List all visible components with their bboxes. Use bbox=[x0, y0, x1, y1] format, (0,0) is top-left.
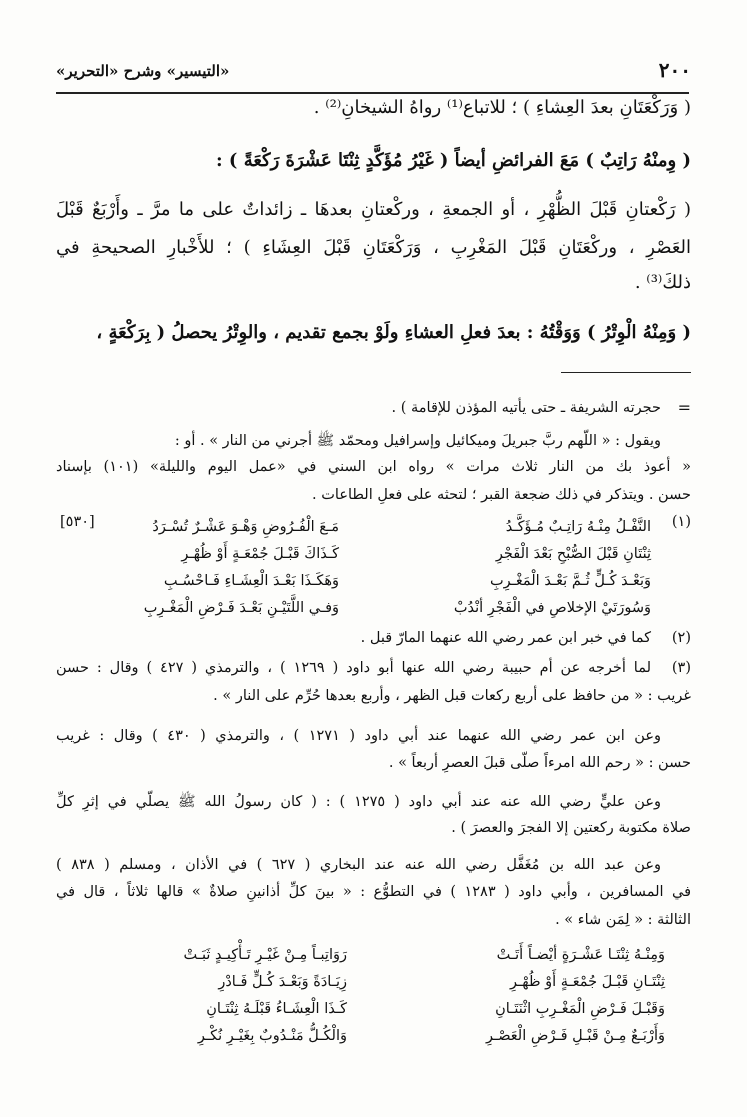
main-line-5: ذلكَ⁽³⁾ . bbox=[634, 272, 691, 293]
footnote-3-line-9: الثالثة : « لِمَن شاء » . bbox=[555, 912, 691, 928]
running-title: «التيسير» وشرح «التحرير» bbox=[56, 62, 230, 80]
poem-2-hemistich: وَمِنْـهُ ثِنْتَـا عَشْـرَةٍ أيْضـاً أَتَـتْ bbox=[496, 947, 665, 963]
footnote-3-line-8: في المسافرين ، وأبي داود ( ١٢٨٣ ) في التطوُّع : « بينَ كلِّ أذانينِ صلاةٌ » قالها ثلاثاً ، قال في bbox=[56, 884, 692, 900]
footnote-cont-line-1: حجرته الشريفة ـ حتى يأتيه المؤذن للإقامة ) . bbox=[391, 400, 661, 416]
poem-2-right-col bbox=[395, 942, 665, 1050]
header-rule bbox=[56, 92, 689, 94]
footnote-1-reference: [٥٣٠] bbox=[60, 514, 95, 530]
footnote-3-line-5: وعن عليٍّ رضي الله عنه عند أبي داود ( ١٢٧٥ ) : ( كان رسولُ الله ﷺ يصلّي في إثرِ كلِّ bbox=[56, 794, 662, 810]
footnote-3-line-1: لما أخرجه عن أم حبيبة رضي الله عنها أبو داود ( ١٢٦٩ ) ، والترمذي ( ٤٢٧ ) وقال : حسن bbox=[56, 660, 651, 676]
footnote-3-line-6: صلاة مكتوبة ركعتين إلا الفجرَ والعصرَ ) . bbox=[451, 820, 691, 836]
main-line-4: العَصْرِ ، وركْعَتَانِ قَبْلَ المَغْرِبِ ، وَرَكْعَتَانِ قَبْلَ العِشَاءِ ) ؛ للأَخْبارِ الصحيحةِ في bbox=[56, 237, 691, 258]
footnote-separator bbox=[561, 372, 691, 373]
main-line-6: ( وَمِنْهُ الْوِتْرُ ) وَوَقْتُهُ : بعدَ فعلِ العشاءِ ولَوْ بجمع تقديم ، والوِتْرُ يحصلُ ( بِرَكْعَةٍ ، bbox=[96, 322, 691, 343]
poem-1-left-col bbox=[79, 514, 339, 622]
poem-1-hemistich: مَـعَ الْفُـرُوضِ وَهْـوَ عَشْـرٌ تُسْـرَدُ bbox=[152, 519, 339, 535]
main-line-3: ( رَكْعتانِ قَبْلَ الظُّهْرِ ، أو الجمعةِ ، وركْعتانِ بعدهَا ـ زائداتٌ على ما مرَّ ـ وأَرْبَعٌ قَبْلَ bbox=[56, 199, 691, 220]
page-number: ٢٠٠ bbox=[658, 58, 691, 82]
footnote-cont-line-4: حسن . ويتذكر في ذلك ضجعة القبر ؛ لتحثه على فعلِ الطاعات . bbox=[312, 487, 691, 503]
footnote-2-number: (٢) bbox=[671, 630, 691, 646]
main-line-1: ( وَرَكْعَتَانِ بعدَ العِشاءِ ) ؛ للاتباع⁽¹⁾ رواهُ الشيخانِ⁽²⁾ . bbox=[313, 97, 691, 118]
poem-1-hemistich: وَبَعْـدَ كُـلٍّ ثُـمَّ بَعْـدَ الْمَغْـرِبِ bbox=[489, 573, 651, 589]
poem-2-hemistich: وَقَبْـلَ فَـرْضِ الْمَغْـرِبِ اثْنَتَـانِ bbox=[495, 1001, 665, 1017]
footnote-3-line-4: حسن : « رحم الله امرءاً صلّى قبلَ العصرِ أربعاً » . bbox=[388, 755, 691, 771]
poem-1-right-col bbox=[361, 514, 651, 622]
poem-2-hemistich: كَـذَا الْعِشَـاءُ قَبْلَـهُ ثِنْتَـانِ bbox=[206, 1001, 347, 1017]
footnote-cont-marker: = bbox=[677, 398, 691, 417]
poem-2-hemistich: ثِنْتَـانِ قَبْـلَ جُمْعَـةٍ أَوْ ظُهْـرِ bbox=[510, 974, 665, 990]
poem-1-hemistich: ثِنْتَانِ قَبْلَ الصُّبْحِ بَعْدَ الْفَجْرِ bbox=[495, 546, 651, 562]
main-line-2: ( وِمنْهُ رَاتِبٌ ) مَعَ الفرائضِ أيضاً ( غَيْرُ مُؤَكَّدٍ ثِنْتَا عَشْرَةَ رَكْعَةً ) : bbox=[216, 150, 691, 171]
footnote-3-line-3: وعن ابن عمر رضي الله عنهما عند أبي داود ( ١٢٧١ ) ، والترمذي ( ٤٣٠ ) وقال : غريب bbox=[56, 728, 661, 744]
poem-1-hemistich: النَّفْـلُ مِنْـهُ رَاتِـبٌ مُـؤَكَّـدُ bbox=[505, 519, 651, 535]
footnote-3-line-2: غريب : « من حافظ على أربع ركعات قبل الظهر ، وأربع بعدها حُرِّم على النار » . bbox=[213, 688, 691, 704]
footnote-1-number: (١) bbox=[671, 514, 691, 530]
footnote-3-line-7: وعن عبد الله بن مُغَفَّل رضي الله عنه عند البخاري ( ٦٢٧ ) في الأذان ، ومسلم ( ٨٣٨ ) bbox=[56, 857, 661, 873]
footnote-2-text: كما في خبر ابن عمر رضي الله عنهما المارّ قبل . bbox=[360, 630, 651, 646]
poem-2-hemistich: زِيَـادَةً وَبَعْـدَ كُـلٍّ فَـادْرِ bbox=[218, 974, 347, 990]
poem-1-hemistich: وَهَكَـذَا بَعْـدَ الْعِشَـاءِ فَـاحْسُـبِ bbox=[163, 573, 339, 589]
footnote-cont-line-3: « أعوذ بك من النار ثلاث مرات » رواه ابن السني في «عمل اليوم والليلة» (١٠١) بإسناد bbox=[56, 459, 692, 475]
poem-1-hemistich: وَسُورَتَيْ الإخلاصِ في الْفَجْرِ أنْدُبْ bbox=[453, 600, 651, 616]
poem-2-hemistich: وَالْكُـلُّ مَنْـدُوبٌ بِغَيْـرِ نُكْـرِ bbox=[197, 1028, 347, 1044]
poem-1-hemistich: وَفـي اللَّتَيْـنِ بَعْـدَ فَـرْضِ الْمَغْـرِبِ bbox=[143, 600, 339, 616]
poem-2-hemistich: وَأَرْبَـعٌ مِـنْ قَبْـلِ فَـرْضِ الْعَصْـرِ bbox=[485, 1028, 665, 1044]
footnote-3-number: (٣) bbox=[671, 660, 691, 676]
poem-1-hemistich: كَـذَاكَ قَبْـلَ جُمْعَـةٍ أَوْ ظُهْـرِ bbox=[181, 546, 339, 562]
poem-2-hemistich: رَوَاتِبـاً مِـنْ غَيْـرِ تَـأْكِيـدٍ ثَبَـتْ bbox=[183, 947, 347, 963]
footnote-cont-line-2: ويقول : « اللّهم ربَّ جبريلَ وميكائيل وإسرافيل ومحمّد ﷺ أجرني من النار » . أو : bbox=[174, 433, 661, 449]
poem-2-left-col bbox=[67, 942, 347, 1050]
